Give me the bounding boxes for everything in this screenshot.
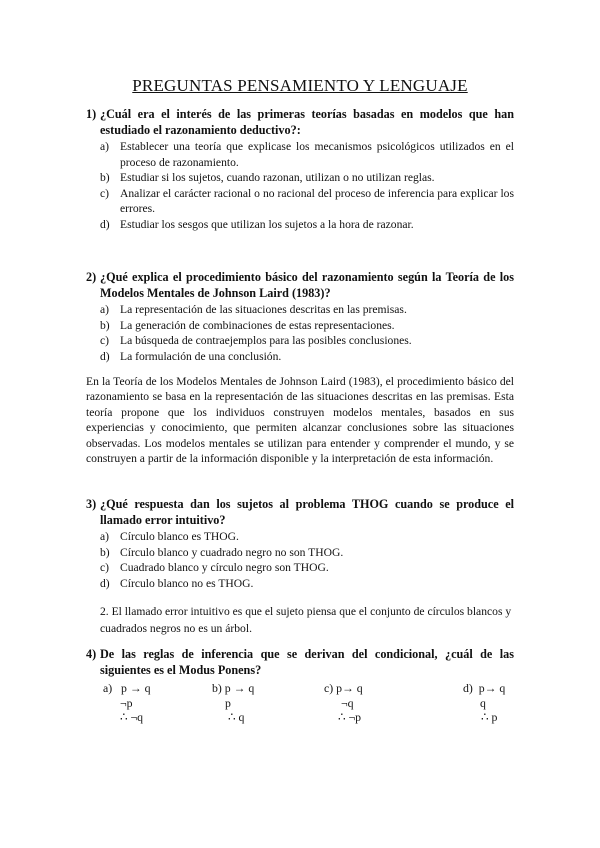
rule-conclusion: ∴ ¬p bbox=[338, 710, 362, 724]
option-text: Círculo blanco y cuadrado negro no son THOG. bbox=[120, 545, 344, 559]
question-2-heading bbox=[86, 270, 514, 301]
option-text: Círculo blanco no es THOG. bbox=[120, 576, 254, 590]
rule-conclusion: ∴ q bbox=[228, 710, 245, 724]
option-text: Círculo blanco es THOG. bbox=[120, 530, 239, 543]
option-d bbox=[86, 217, 514, 233]
option-letter: b) bbox=[100, 171, 110, 184]
option-text: La representación de las situaciones descritas en las premisas. bbox=[120, 303, 407, 316]
option-letter: a) bbox=[100, 303, 110, 316]
rule-premise-2: ¬q bbox=[341, 695, 354, 710]
option-letter: a) bbox=[100, 140, 110, 153]
question-text: De las reglas de inferencia que se derivan del condicional, ¿cuál de las siguientes es el Modus Ponens? bbox=[100, 647, 514, 677]
option-letter: d) bbox=[100, 349, 110, 363]
rule-conclusion: ∴ p bbox=[481, 710, 498, 724]
option-c bbox=[86, 333, 514, 349]
option-letter: c) bbox=[100, 186, 110, 200]
rule-premise-1: p→ q bbox=[478, 681, 506, 695]
question-number: 1) bbox=[86, 107, 97, 121]
rule-premise-2: p bbox=[225, 695, 231, 710]
option-c bbox=[86, 186, 514, 217]
option-letter: a) bbox=[100, 530, 110, 543]
question-2-explanation: En la Teoría de los Modelos Mentales de Johnson Laird (1983), el procedimiento básico del razonamiento se basa en la representación de las situaciones descritas en las premisas. Esta teoría propone que los individuos construyen modelos mentales, basados en sus experiencias y conocimiento, que permiten alcanzar conclusiones sobre las situaciones observadas. Los modelos mentales se utilizan para entender y comprender el mundo, y se construyen a partir de la información disponible y la interpretación de esta información. bbox=[86, 375, 514, 466]
question-text: ¿Qué respuesta dan los sujetos al problema THOG cuando se produce el llamado error intuitivo? bbox=[100, 497, 514, 527]
option-b bbox=[86, 318, 514, 334]
option-d bbox=[86, 576, 514, 592]
option-c-rule bbox=[324, 681, 363, 725]
question-4-heading bbox=[86, 647, 514, 678]
option-letter: d) bbox=[100, 217, 110, 231]
question-text: ¿Cuál era el interés de las primeras teorías basadas en modelos que han estudiado el razonamiento deductivo?: bbox=[100, 107, 514, 137]
option-d-rule bbox=[463, 681, 505, 725]
question-2 bbox=[86, 270, 514, 364]
rule-premise-1: p → q bbox=[121, 681, 151, 695]
option-a bbox=[86, 529, 514, 545]
option-letter: b) bbox=[100, 545, 110, 559]
option-c bbox=[86, 560, 514, 576]
option-text: La formulación de una conclusión. bbox=[120, 349, 282, 363]
option-letter: b) bbox=[100, 318, 110, 332]
option-a-rule bbox=[103, 681, 151, 725]
rule-premise-1: p→ q bbox=[336, 681, 363, 695]
option-text: Estudiar los sesgos que utilizan los sujetos a la hora de razonar. bbox=[120, 217, 414, 231]
option-letter: b) bbox=[212, 681, 222, 695]
option-text: La generación de combinaciones de estas representaciones. bbox=[120, 318, 395, 332]
option-a bbox=[86, 139, 514, 170]
rule-conclusion: ∴ ¬q bbox=[120, 710, 144, 724]
option-letter: d) bbox=[463, 681, 473, 695]
question-number: 3) bbox=[86, 497, 97, 511]
question-3 bbox=[86, 497, 514, 591]
question-4 bbox=[86, 647, 514, 678]
option-b bbox=[86, 170, 514, 186]
question-2-options bbox=[86, 302, 514, 364]
option-b-rule bbox=[212, 681, 254, 725]
question-3-options bbox=[86, 529, 514, 591]
option-text: Cuadrado blanco y círculo negro son THOG. bbox=[120, 561, 329, 574]
option-text: Analizar el carácter racional o no racional del proceso de inferencia para explicar los errores. bbox=[120, 186, 514, 215]
option-a bbox=[86, 302, 514, 318]
option-letter: d) bbox=[100, 576, 110, 590]
option-letter: c) bbox=[324, 681, 334, 695]
question-number: 2) bbox=[86, 270, 97, 284]
rule-premise-2: ¬p bbox=[120, 695, 133, 710]
option-text: Estudiar si los sujetos, cuando razonan, utilizan o no utilizan reglas. bbox=[120, 171, 435, 184]
question-text: ¿Qué explica el procedimiento básico del razonamiento según la Teoría de los Modelos Mentales de Johnson Laird (1983)? bbox=[100, 270, 514, 300]
option-d bbox=[86, 349, 514, 365]
option-letter: c) bbox=[100, 561, 110, 574]
question-1 bbox=[86, 107, 514, 232]
option-letter: c) bbox=[100, 334, 110, 347]
rule-premise-1: p → q bbox=[224, 681, 255, 695]
page-title: PREGUNTAS PENSAMIENTO Y LENGUAJE bbox=[132, 76, 468, 95]
question-3-note: 2. El llamado error intuitivo es que el sujeto piensa que el conjunto de círculos blancos y cuadrados negros no es un árbol. bbox=[100, 605, 512, 635]
option-text: Establecer una teoría que explicase los mecanismos psicológicos utilizados en el proceso de razonamiento. bbox=[120, 140, 514, 169]
question-1-options bbox=[86, 139, 514, 232]
option-letter: a) bbox=[103, 681, 113, 695]
question-number: 4) bbox=[86, 647, 97, 661]
question-3-heading bbox=[86, 497, 514, 528]
option-text: La búsqueda de contraejemplos para las posibles conclusiones. bbox=[120, 334, 412, 347]
option-b bbox=[86, 545, 514, 561]
question-1-heading bbox=[86, 107, 514, 138]
rule-premise-2: q bbox=[480, 695, 486, 710]
